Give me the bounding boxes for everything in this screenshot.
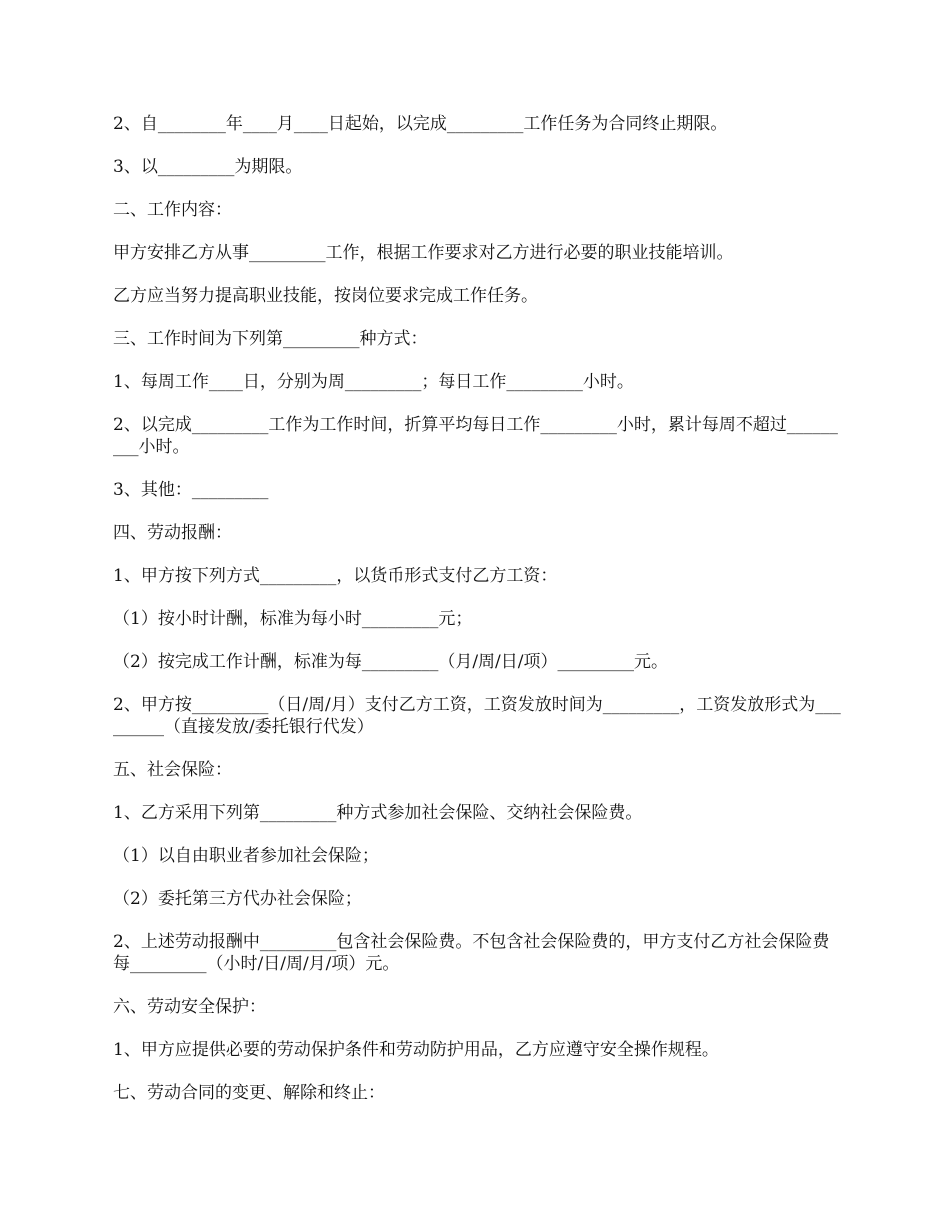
clause-term-start-date: 2、自________年____月____日起始，以完成_________工作任务为合同终止期限。 [113, 114, 728, 134]
clause-skill-improvement: 乙方应当努力提高职业技能，按岗位要求完成工作任务。 [113, 286, 538, 306]
section-heading-contract-change: 七、劳动合同的变更、解除和终止： [113, 1083, 385, 1103]
clause-safety-protection: 1、甲方应提供必要的劳动保护条件和劳动防护用品，乙方应遵守安全操作规程。 [113, 1040, 719, 1060]
clause-other-time: 3、其他：_________ [113, 480, 269, 500]
clause-insurance-fee: 2、上述劳动报酬中_________包含社会保险费。不包含社会保险费的，甲方支付乙方社会保险费每_________（小时/日/周/月/项）元。 [113, 932, 830, 974]
section-heading-remuneration: 四、劳动报酬： [113, 523, 232, 543]
clause-term-period: 3、以_________为期限。 [113, 157, 303, 177]
clause-task-based-time: 2、以完成_________工作为工作时间，折算平均每日工作_________小时，累计每周不超过_________小时。 [113, 415, 838, 457]
clause-piece-pay: （2）按完成工作计酬，标准为每_________（月/周/日/项）_________元。 [113, 652, 668, 672]
clause-pay-schedule: 2、甲方按_________（日/周/月）支付乙方工资，工资发放时间为_________，工资发放形式为_________（直接发放/委托银行代发） [113, 695, 841, 737]
section-heading-safety: 六、劳动安全保护： [113, 997, 266, 1017]
clause-payment-method: 1、甲方按下列方式_________，以货币形式支付乙方工资： [113, 566, 558, 586]
section-heading-social-insurance: 五、社会保险： [113, 760, 232, 780]
document-page [113, 113, 843, 1125]
clause-work-assignment: 甲方安排乙方从事_________工作，根据工作要求对乙方进行必要的职业技能培训。 [113, 243, 734, 263]
clause-weekly-work: 1、每周工作____日，分别为周_________；每日工作_________小时。 [113, 372, 634, 392]
clause-hourly-pay: （1）按小时计酬，标准为每小时_________元； [113, 609, 473, 629]
clause-insurance-option-2: （2）委托第三方代办社会保险； [113, 889, 362, 909]
section-heading-work-content: 二、工作内容： [113, 200, 232, 220]
clause-insurance-option-1: （1）以自由职业者参加社会保险； [113, 846, 379, 866]
clause-insurance-method: 1、乙方采用下列第_________种方式参加社会保险、交纳社会保险费。 [113, 803, 643, 823]
section-heading-work-time: 三、工作时间为下列第_________种方式： [113, 329, 428, 349]
